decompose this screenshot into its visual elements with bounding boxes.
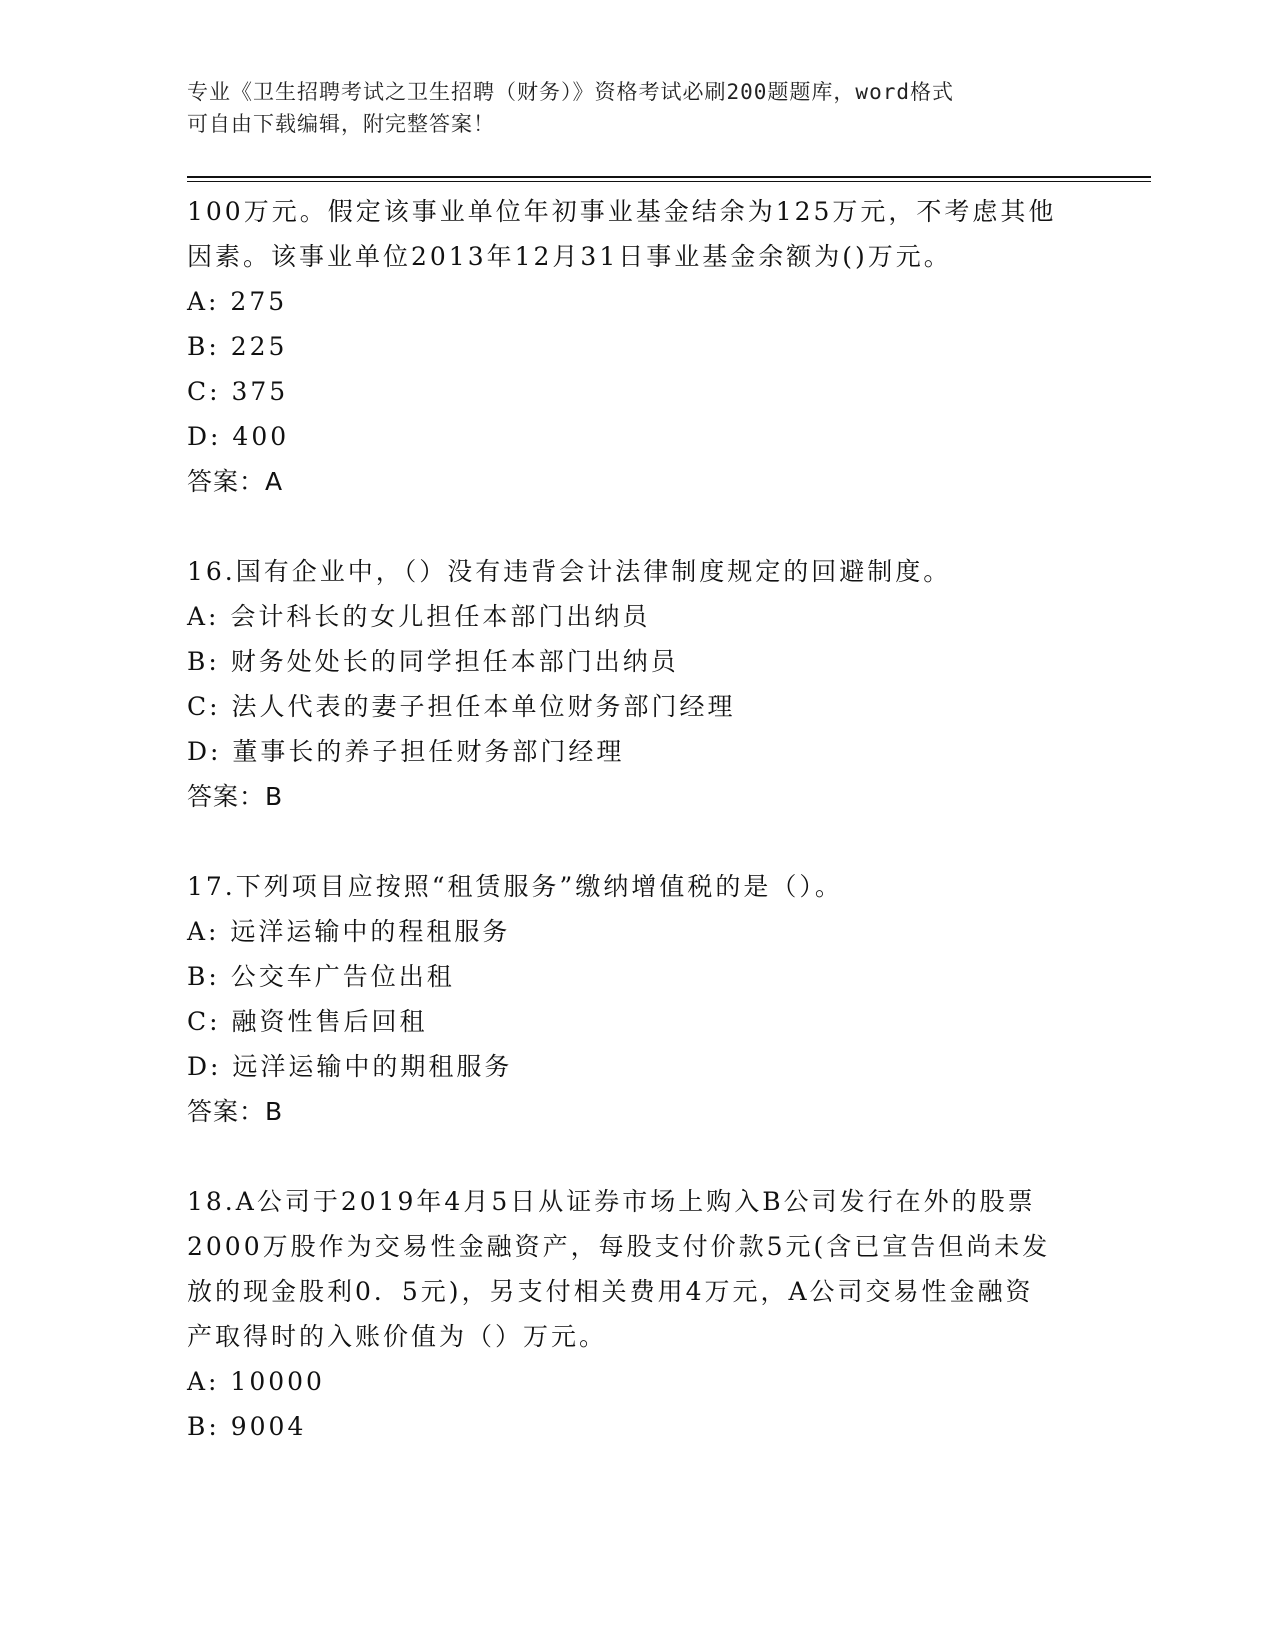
header-title-line-2: 可自由下载编辑，附完整答案！ [187, 112, 495, 136]
question-stem: 放的现金股利0．5元)，另支付相关费用4万元，A公司交易性金融资 [187, 1277, 1034, 1306]
page-header [187, 76, 1087, 140]
option-d: D: 董事长的养子担任财务部门经理 [187, 737, 625, 766]
question-stem: 17.下列项目应按照“租赁服务”缴纳增值税的是（）。 [187, 872, 843, 901]
spacer [187, 1134, 1087, 1179]
option-c: C: 法人代表的妻子担任本单位财务部门经理 [187, 692, 736, 721]
header-title-line-1: 专业《卫生招聘考试之卫生招聘（财务）》资格考试必刷200题题库，word格式 [187, 80, 954, 104]
question-17 [187, 864, 1087, 1134]
answer-label: 答案：B [187, 782, 284, 811]
option-c: C: 375 [187, 377, 289, 406]
option-b: B: 财务处处长的同学担任本部门出纳员 [187, 647, 679, 676]
spacer [187, 504, 1087, 549]
header-divider-thick [187, 176, 1151, 178]
option-b: B: 公交车广告位出租 [187, 962, 455, 991]
option-d: D: 400 [187, 422, 290, 451]
option-b: B: 9004 [187, 1412, 307, 1441]
question-stem: 16.国有企业中，（）没有违背会计法律制度规定的回避制度。 [187, 557, 952, 586]
question-stem: 18.A公司于2019年4月5日从证券市场上购入B公司发行在外的股票 [187, 1187, 1036, 1216]
answer-label: 答案：A [187, 467, 284, 496]
option-b: B: 225 [187, 332, 288, 361]
question-16 [187, 549, 1087, 819]
option-d: D: 远洋运输中的期租服务 [187, 1052, 513, 1081]
question-18 [187, 1179, 1087, 1449]
answer-label: 答案：B [187, 1097, 284, 1126]
header-divider-thin [187, 181, 1151, 182]
question-stem: 2000万股作为交易性金融资产，每股支付价款5元(含已宣告但尚未发 [187, 1232, 1051, 1261]
option-a: A: 会计科长的女儿担任本部门出纳员 [187, 602, 651, 631]
question-stem: 100万元。假定该事业单位年初事业基金结余为125万元，不考虑其他 [187, 197, 1057, 226]
option-a: A: 远洋运输中的程租服务 [187, 917, 511, 946]
question-stem: 产取得时的入账价值为（）万元。 [187, 1322, 608, 1351]
option-a: A: 10000 [187, 1367, 325, 1396]
question-15 [187, 189, 1087, 504]
question-stem: 因素。该事业单位2013年12月31日事业基金余额为()万元。 [187, 242, 952, 271]
option-a: A: 275 [187, 287, 288, 316]
question-list [187, 189, 1087, 1449]
option-c: C: 融资性售后回租 [187, 1007, 428, 1036]
spacer [187, 819, 1087, 864]
